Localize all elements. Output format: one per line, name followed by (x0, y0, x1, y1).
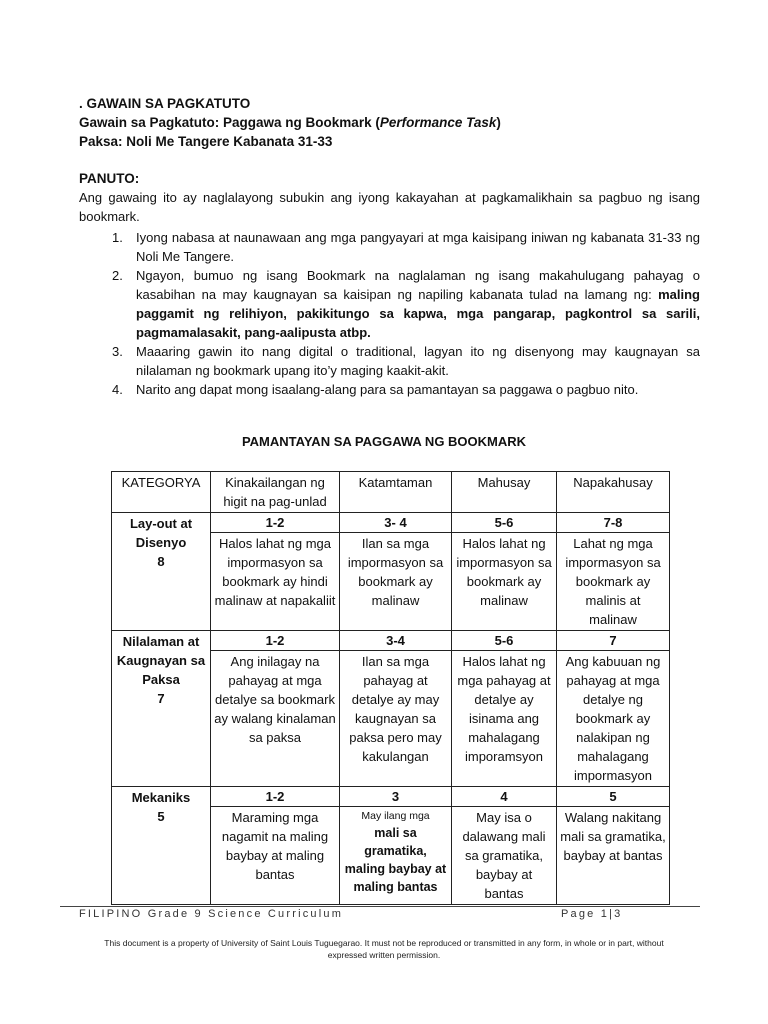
score-cell: 3- 4 (340, 513, 452, 533)
header-cell: Katamtaman (340, 472, 452, 513)
category-points: 8 (157, 554, 165, 569)
score-cell: 4 (452, 787, 557, 807)
category-points: 5 (157, 809, 165, 824)
topic-line: Paksa: Noli Me Tangere Kabanata 31-33 (79, 134, 333, 149)
instruction-text: Ngayon, bumuo ng isang Bookmark na naglalaman ng isang makahulugang pahayag o kasabihan na may kaugnayan sa kaisipan ng napiling kabanata tulad na lamang ng: (136, 268, 700, 302)
task-title (79, 113, 501, 133)
criteria-cell: Halos lahat ng mga impormasyon sa bookmark ay hindi malinaw at napakaliit (211, 533, 340, 631)
category-name: Mekaniks (131, 790, 191, 805)
score-cell: 3 (340, 787, 452, 807)
footer-course: FILIPINO Grade 9 Science Curriculum (79, 908, 344, 920)
criteria-cell: Halos lahat ng mga pahayag at detalye ay isinama ang mahalagang imporamsyon (452, 651, 557, 787)
task-title-suffix: ) (496, 115, 501, 130)
task-title-italic: Performance Task (379, 115, 497, 130)
rubric-table (111, 471, 670, 905)
score-row (112, 787, 670, 807)
score-row (112, 513, 670, 533)
score-cell: 1-2 (211, 631, 340, 651)
score-cell: 7 (557, 631, 670, 651)
footer-divider (60, 906, 700, 907)
criteria-cell: Ilan sa mga pahayag at detalye ay may kaugnayan sa paksa pero may kakulangan (340, 651, 452, 787)
criteria-cell: May isa o dalawang mali sa gramatika, baybay at bantas (452, 807, 557, 905)
criteria-cell: Halos lahat ng impormasyon sa bookmark ay malinaw (452, 533, 557, 631)
score-cell: 1-2 (211, 513, 340, 533)
category-cell (112, 513, 211, 631)
criteria-cell: Walang nakitang mali sa gramatika, baybay at bantas (557, 807, 670, 905)
instruction-item (79, 342, 700, 380)
score-cell: 3-4 (340, 631, 452, 651)
criteria-cell: Ilan sa mga impormasyon sa bookmark ay malinaw (340, 533, 452, 631)
panuto-title: PANUTO: (79, 171, 140, 186)
score-cell: 1-2 (211, 787, 340, 807)
page-number: Page 1|3 (561, 908, 623, 920)
instruction-item (79, 228, 700, 266)
copyright-notice: This document is a property of University of Saint Louis Tuguegarao. It must not be reproduced or transmitted in any form, in whole or in part, without expressed written permission. (104, 938, 664, 960)
section-heading: . GAWAIN SA PAGKATUTO (79, 96, 251, 111)
criteria-cell: Maraming mga nagamit na maling baybay at maling bantas (211, 807, 340, 905)
category-name: Nilalaman at Kaugnayan sa Paksa (116, 634, 206, 687)
header-cell: Napakahusay (557, 472, 670, 513)
criteria-bold-text: mali sa gramatika, maling baybay at maling bantas (344, 826, 447, 894)
category-cell (112, 787, 211, 905)
header-cell: Kinakailangan ng higit na pag-unlad (211, 472, 340, 513)
panuto-intro: Ang gawaing ito ay naglalayong subukin ang iyong kakayahan at pagkamalikhain sa pagbuo ng isang bookmark. (79, 190, 700, 224)
instruction-text: Narito ang dapat mong isaalang-alang para sa pamantayan sa paggawa o pagbuo nito. (136, 382, 639, 397)
score-cell: 5-6 (452, 631, 557, 651)
criteria-cell: Ang inilagay na pahayag at mga detalye sa bookmark ay walang kinalaman sa paksa (211, 651, 340, 787)
criteria-cell: Ang kabuuan ng pahayag at mga detalye ng bookmark ay nalakipan ng mahalagang impormasyon (557, 651, 670, 787)
header-cell: Mahusay (452, 472, 557, 513)
criteria-cell: Lahat ng mga impormasyon sa bookmark ay malinis at malinaw (557, 533, 670, 631)
criteria-small-text: May ilang mga (361, 810, 430, 822)
page-footer (79, 908, 679, 920)
criteria-cell (340, 807, 452, 905)
rubric-title: PAMANTAYAN SA PAGGAWA NG BOOKMARK (241, 434, 527, 449)
category-points: 7 (157, 691, 165, 706)
score-row (112, 631, 670, 651)
score-cell: 5 (557, 787, 670, 807)
instruction-number: 1. (112, 230, 123, 245)
category-cell (112, 631, 211, 787)
category-name: Lay-out at Disenyo (129, 516, 193, 550)
score-cell: 5-6 (452, 513, 557, 533)
instruction-bold-examples: maling paggamit ng relihiyon, pakikitungo sa kapwa, mga pangarap, pagkontrol sa sarili, pagmamalasakit, pang-aalipusta atbp. (136, 287, 700, 340)
score-cell: 7-8 (557, 513, 670, 533)
instruction-number: 3. (112, 344, 123, 359)
instruction-number: 4. (112, 382, 123, 397)
header-cell: KATEGORYA (112, 472, 211, 513)
instruction-text: Iyong nabasa at naunawaan ang mga pangyayari at mga kaisipang iniwan ng kabanata 31-33 ng Noli Me Tangere. (136, 230, 700, 264)
table-header-row (112, 472, 670, 513)
instruction-list (79, 228, 700, 399)
instruction-item (79, 266, 700, 342)
instruction-number: 2. (112, 268, 123, 283)
instruction-text: Maaaring gawin ito nang digital o traditional, lagyan ito ng disenyong may kaugnayan sa nilalaman ng bookmark upang ito’y maging kaakit-akit. (136, 344, 700, 378)
instruction-item (79, 380, 700, 399)
task-title-prefix: Gawain sa Pagkatuto: Paggawa ng Bookmark ( (79, 115, 380, 130)
